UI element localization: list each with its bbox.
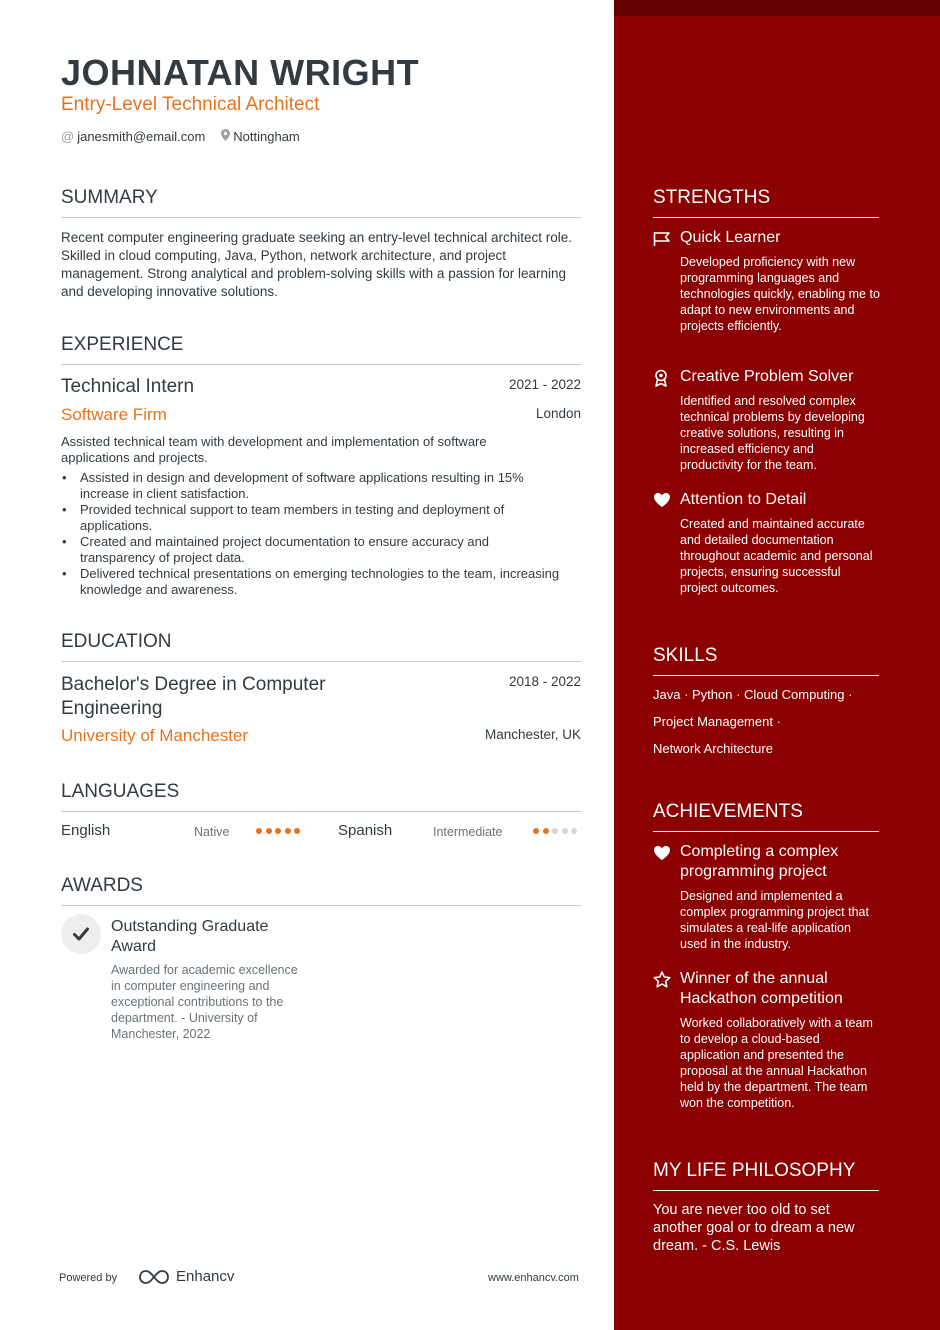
language-rating-spanish xyxy=(533,828,581,834)
medal-icon xyxy=(653,369,671,387)
philosophy-heading: MY LIFE PHILOSOPHY xyxy=(653,1160,879,1191)
job-title: Technical Intern xyxy=(61,376,195,397)
awards-heading: AWARDS xyxy=(61,875,581,906)
job-description: Assisted technical team with development and implementation of software applications and projects. xyxy=(61,434,487,465)
achievement-description: Worked collaboratively with a team to develop a cloud-based application and presented the proposal at the annual Hackathon held by the department. The team won the competition. xyxy=(680,1016,873,1110)
languages-heading: LANGUAGES xyxy=(61,781,581,812)
philosophy-quote: You are never too old to set another goal or to dream a new dream. - C.S. Lewis xyxy=(653,1202,855,1254)
strength-description: Created and maintained accurate and detailed documentation throughout academic and personal projects, ensuring successful project outcomes. xyxy=(680,517,873,595)
email-text: janesmith@email.com xyxy=(77,129,206,144)
enhancv-logo[interactable] xyxy=(138,1268,234,1285)
list-item: • Assisted in design and development of software applications resulting in 15% increase in client satisfaction. xyxy=(61,470,561,502)
strength-title: Creative Problem Solver xyxy=(680,368,854,385)
candidate-role: Entry-Level Technical Architect xyxy=(61,94,320,115)
achievement-title: Completing a complex programming project xyxy=(680,843,839,880)
education-dates: 2018 - 2022 xyxy=(508,674,581,689)
contact-info xyxy=(61,129,316,144)
award-description: Awarded for academic excellence in computer engineering and exceptional contributions to the department. - University of Manchester, 2022 xyxy=(111,963,298,1041)
location-text: Nottingham xyxy=(233,129,300,144)
job-bullets xyxy=(61,470,561,598)
candidate-name: JOHNATAN WRIGHT xyxy=(61,52,420,93)
star-icon xyxy=(653,971,671,989)
rating-dot xyxy=(275,828,281,834)
language-rating-english xyxy=(256,828,304,834)
sidebar-top-band xyxy=(614,0,940,16)
enhancv-logo-icon xyxy=(138,1269,170,1285)
enhancv-brand: Enhancv xyxy=(176,1268,235,1285)
school-location: Manchester, UK xyxy=(484,727,581,742)
at-icon: @ xyxy=(61,129,75,144)
rating-dot xyxy=(552,828,558,834)
list-item: • Delivered technical presentations on emerging technologies to the team, increasing knowledge and awareness. xyxy=(61,566,561,598)
list-item: • Provided technical support to team members in testing and deployment of applications. xyxy=(61,502,561,534)
language-name-spanish: Spanish xyxy=(338,822,393,839)
job-company: Software Firm xyxy=(61,405,167,424)
achievement-description: Designed and implemented a complex programming project that simulates a real-life application used in the industry. xyxy=(680,889,869,951)
flag-icon xyxy=(653,231,671,249)
rating-dot xyxy=(256,828,262,834)
skills-line-2: Project Management · xyxy=(653,714,781,729)
summary-heading: SUMMARY xyxy=(61,187,581,218)
heart-icon xyxy=(653,492,671,510)
job-dates: 2021 - 2022 xyxy=(508,377,581,392)
education-heading: EDUCATION xyxy=(61,631,581,662)
powered-by-label: Powered by xyxy=(59,1272,118,1284)
check-icon xyxy=(61,914,101,954)
skills-heading: SKILLS xyxy=(653,645,879,676)
rating-dot xyxy=(543,828,549,834)
summary-text: Recent computer engineering graduate seeking an entry-level technical architect role. Skilled in cloud computing, Java, Python, network architecture, and project management. Strong analytical and problem-solving skills with a passion for learning and developing innovative solutions. xyxy=(61,230,573,299)
email-item[interactable] xyxy=(61,129,205,144)
experience-heading: EXPERIENCE xyxy=(61,334,581,365)
footer-url[interactable]: www.enhancv.com xyxy=(488,1272,579,1284)
languages-row xyxy=(61,822,581,842)
rating-dot xyxy=(571,828,577,834)
award-title: Outstanding Graduate Award xyxy=(111,918,269,955)
rating-dot xyxy=(562,828,568,834)
rating-dot xyxy=(294,828,300,834)
achievement-title: Winner of the annual Hackathon competition xyxy=(680,970,843,1007)
language-level-spanish: Intermediate xyxy=(433,825,503,839)
heart-icon xyxy=(653,845,671,863)
strength-title: Attention to Detail xyxy=(680,491,807,508)
rating-dot xyxy=(533,828,539,834)
list-item: • Created and maintained project documentation to ensure accuracy and transparency of project data. xyxy=(61,534,561,566)
school-name: University of Manchester xyxy=(61,726,249,745)
language-level-english: Native xyxy=(194,825,230,839)
rating-dot xyxy=(285,828,291,834)
sidebar-column xyxy=(614,0,940,1330)
location-item xyxy=(221,129,299,144)
location-pin-icon xyxy=(221,129,230,144)
job-location: London xyxy=(535,406,581,421)
strength-description: Developed proficiency with new programming languages and technologies quickly, enabling me to adapt to new environments and projects efficiently. xyxy=(680,255,880,333)
strength-title: Quick Learner xyxy=(680,229,781,246)
degree-title: Bachelor's Degree in Computer Engineering xyxy=(61,674,326,719)
strength-description: Identified and resolved complex technical problems by developing creative solutions, resulting in increased efficiency and productivity for the team. xyxy=(680,394,865,472)
strengths-heading: STRENGTHS xyxy=(653,187,879,218)
achievements-heading: ACHIEVEMENTS xyxy=(653,801,879,832)
language-name-english: English xyxy=(61,822,111,839)
skills-line-3: Network Architecture xyxy=(653,741,773,756)
skills-line-1: Java · Python · Cloud Computing · xyxy=(653,687,853,702)
rating-dot xyxy=(266,828,272,834)
